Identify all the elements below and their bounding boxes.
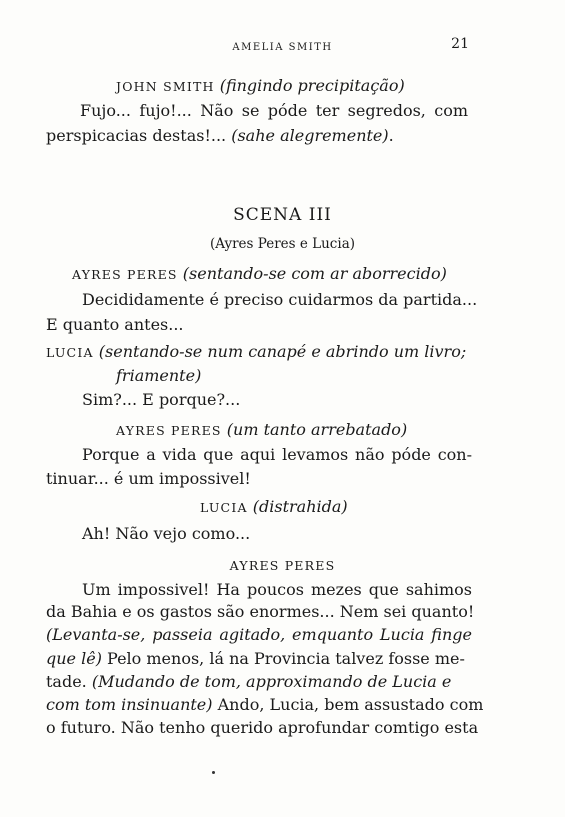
speech-text: Ando, Lucia, bem assustado com <box>212 695 484 714</box>
speech-line: da Bahia e os gastos são enormes... Nem sei quanto! <box>46 602 475 621</box>
speech-line <box>46 695 483 714</box>
running-title: AMELIA SMITH <box>232 42 333 53</box>
speaker-name: AYRES PERES <box>72 267 178 282</box>
stage-direction: (sahe alegremente) <box>231 126 389 145</box>
stage-direction: (sentando-se com ar aborrecido) <box>182 264 447 283</box>
speech-line: Um impossivel! Ha poucos mezes que sahimos <box>82 580 472 599</box>
speech-line: o futuro. Não tenho querido aprofundar comtigo esta <box>46 718 479 737</box>
speech-line: tinuar... é um impossivel! <box>46 469 251 488</box>
speech-line: E quanto antes... <box>46 315 184 334</box>
stage-direction: (um tanto arrebatado) <box>226 420 408 439</box>
stage-direction: (sentando-se num canapé e abrindo um livro; <box>98 342 467 361</box>
speaker-name: AYRES PERES <box>116 423 222 438</box>
speech-line: Ah! Não vejo como... <box>82 524 251 543</box>
speech-line: Fujo... fujo!... Não se póde ter segredos, com <box>80 101 468 120</box>
speaker-name: LUCIA <box>200 500 248 515</box>
speaker-line-lucia <box>200 497 348 516</box>
speech-text: perspicacias destas!... <box>46 126 232 145</box>
speech-line: Decididamente é preciso cuidarmos da partida... <box>82 290 478 309</box>
stage-direction: (fingindo precipitação) <box>219 76 405 95</box>
speaker-line-john-smith <box>116 76 405 95</box>
speech-text: Pelo menos, lá na Provincia talvez fosse me- <box>101 649 465 668</box>
scene-title: SCENA III <box>233 205 332 225</box>
speech-line: Porque a vida que aqui levamos não póde con- <box>82 445 472 464</box>
page-speck <box>212 771 215 774</box>
scene-persons: (Ayres Peres e Lucia) <box>209 236 356 252</box>
stage-direction: (Levanta-se, passeia agitado, emquanto Lucia finge <box>46 625 472 644</box>
speech-text: tade. <box>46 672 92 691</box>
stage-direction: (distrahida) <box>252 497 348 516</box>
stage-direction: friamente) <box>116 366 202 385</box>
speaker-name: JOHN SMITH <box>116 79 215 94</box>
speech-line <box>46 649 465 668</box>
speaker-line-ayres-peres <box>72 264 447 283</box>
speaker-line-ayres-peres <box>116 420 407 439</box>
speaker-name: LUCIA <box>46 345 94 360</box>
stage-direction: com tom insinuante) <box>46 695 213 714</box>
speaker-line-lucia <box>46 342 466 361</box>
speech-line <box>46 672 451 691</box>
speech-text: . <box>388 126 394 145</box>
page-number: 21 <box>451 36 469 52</box>
speaker-name: AYRES PERES <box>229 558 336 573</box>
stage-direction: (Mudando de tom, approximando de Lucia e <box>91 672 452 691</box>
speech-line <box>46 126 394 145</box>
speech-line: Sim?... E porque?... <box>82 390 241 409</box>
stage-direction: que lê) <box>46 649 102 668</box>
